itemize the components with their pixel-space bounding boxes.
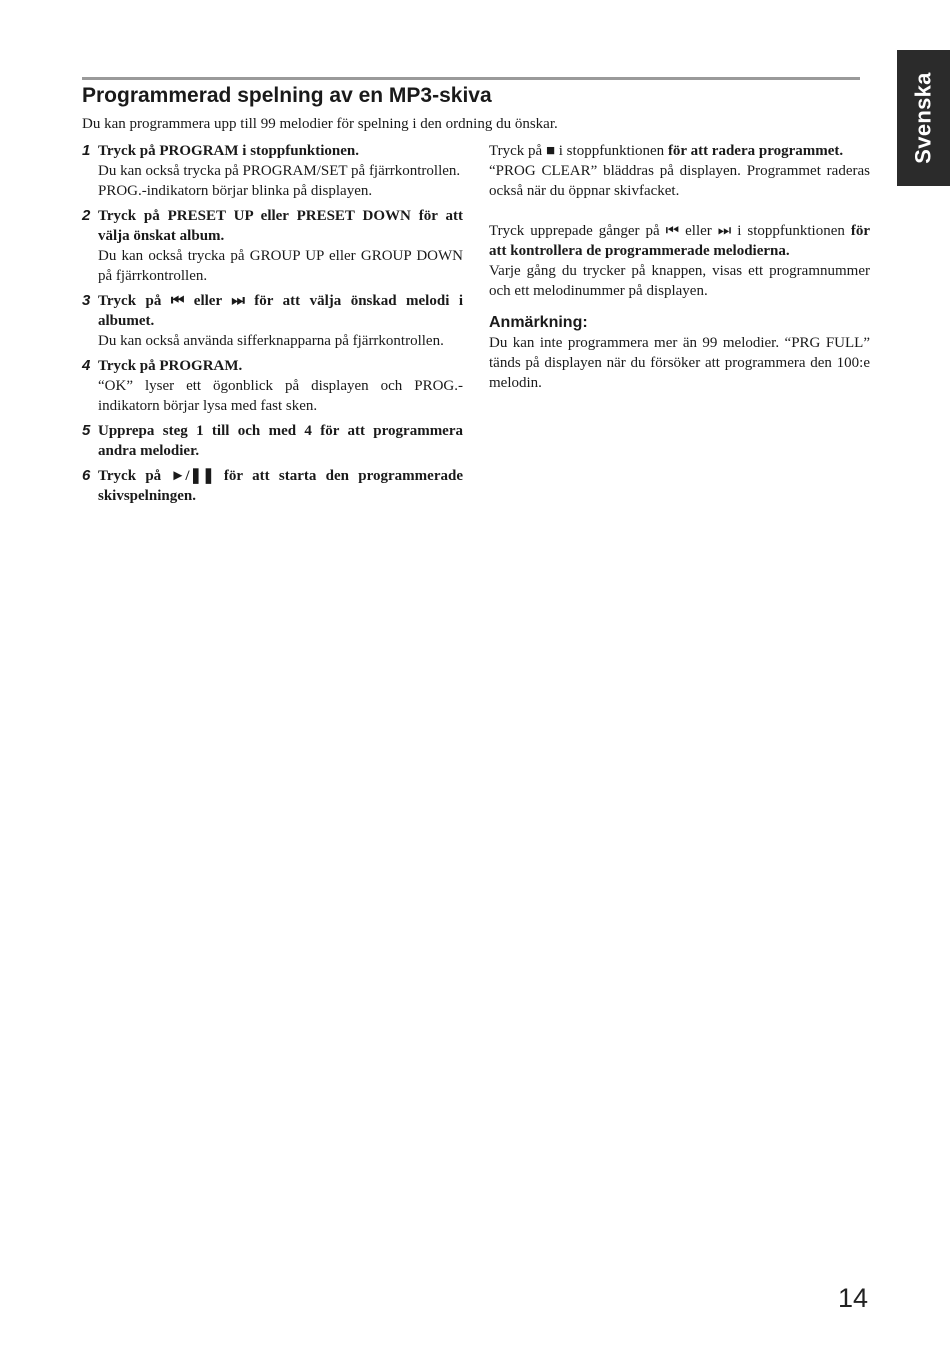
language-tab: [897, 50, 950, 186]
step-5: [82, 421, 463, 461]
step-heading: Tryck på PROGRAM.: [98, 358, 243, 374]
instruction-text: Tryck på: [489, 143, 546, 159]
language-tab-label: Svenska: [910, 72, 936, 164]
step-4: [82, 356, 463, 416]
info-column: [489, 141, 870, 393]
step-number: 6: [82, 467, 91, 484]
step-heading: [98, 466, 463, 506]
step-2: [82, 206, 463, 286]
play-pause-icon: ►/❚❚: [170, 468, 215, 484]
note-text: Du kan inte programmera mer än 99 melodier. “PRG FULL” tänds på displayen när du försöker att programmera den 100:e melodin.: [489, 335, 870, 391]
spacer: [489, 201, 870, 221]
page-title: Programmerad spelning av en MP3-skiva: [82, 84, 492, 107]
step-1: [82, 141, 463, 201]
stop-icon: ■: [545, 143, 556, 159]
step-heading-text: Tryck på: [98, 468, 171, 484]
step-heading-text: Tryck på: [98, 293, 171, 309]
step-description: Du kan också trycka på PROGRAM/SET på fjärrkontrollen.: [98, 163, 461, 179]
instruction-text: i stoppfunktionen: [555, 143, 668, 159]
step-6: [82, 466, 463, 506]
check-program-instruction: [489, 221, 870, 261]
step-number: 1: [82, 142, 91, 159]
step-number: 4: [82, 357, 91, 374]
clear-program-instruction: [489, 141, 870, 161]
step-number: 5: [82, 422, 91, 439]
step-heading-text: för att starta den programmerade skivspelningen.: [98, 468, 463, 504]
step-heading: Tryck på PROGRAM i stoppfunktionen.: [98, 143, 360, 159]
step-number: 2: [82, 207, 91, 224]
step-description: PROG.-indikatorn börjar blinka på displayen.: [98, 183, 373, 199]
skip-back-icon: ⏮: [665, 223, 680, 239]
skip-back-icon: ⏮: [170, 293, 185, 309]
step-description: Du kan också använda sifferknapparna på fjärrkontrollen.: [98, 333, 444, 349]
skip-forward-icon: ⏭: [231, 293, 245, 309]
instruction-text: i stoppfunktionen: [731, 223, 851, 239]
step-3: [82, 291, 463, 351]
step-heading-text: eller: [184, 293, 232, 309]
instruction-text: Tryck upprepade gånger på: [489, 223, 666, 239]
steps-column: [82, 141, 463, 511]
check-program-description: Varje gång du trycker på knappen, visas ett programnummer och ett melodinummer på displayen.: [489, 263, 870, 299]
step-heading: Upprepa steg 1 till och med 4 för att programmera andra melodier.: [98, 423, 463, 459]
instruction-emphasis: för att kontrollera de programmerade melodierna.: [489, 223, 870, 259]
step-heading: [98, 291, 463, 331]
intro-text: Du kan programmera upp till 99 melodier för spelning i den ordning du önskar.: [82, 116, 558, 132]
note-heading: Anmärkning:: [489, 314, 588, 331]
step-heading-text: för att välja önskad melodi i albumet.: [98, 293, 463, 329]
header-rule: [82, 77, 860, 80]
step-description: Du kan också trycka på GROUP UP eller GROUP DOWN på fjärrkontrollen.: [98, 248, 463, 284]
step-heading: Tryck på PRESET UP eller PRESET DOWN för att välja önskat album.: [98, 208, 463, 244]
skip-forward-icon: ⏭: [717, 223, 732, 239]
instruction-emphasis: för att radera programmet.: [667, 143, 844, 159]
step-number: 3: [82, 292, 91, 309]
instruction-text: eller: [679, 223, 718, 239]
clear-program-description: “PROG CLEAR” bläddras på displayen. Programmet raderas också när du öppnar skivfacket.: [489, 163, 870, 199]
step-description: “OK” lyser ett ögonblick på displayen och PROG.-indikatorn börjar lysa med fast sken.: [98, 378, 463, 414]
page-number: 14: [838, 1283, 869, 1313]
